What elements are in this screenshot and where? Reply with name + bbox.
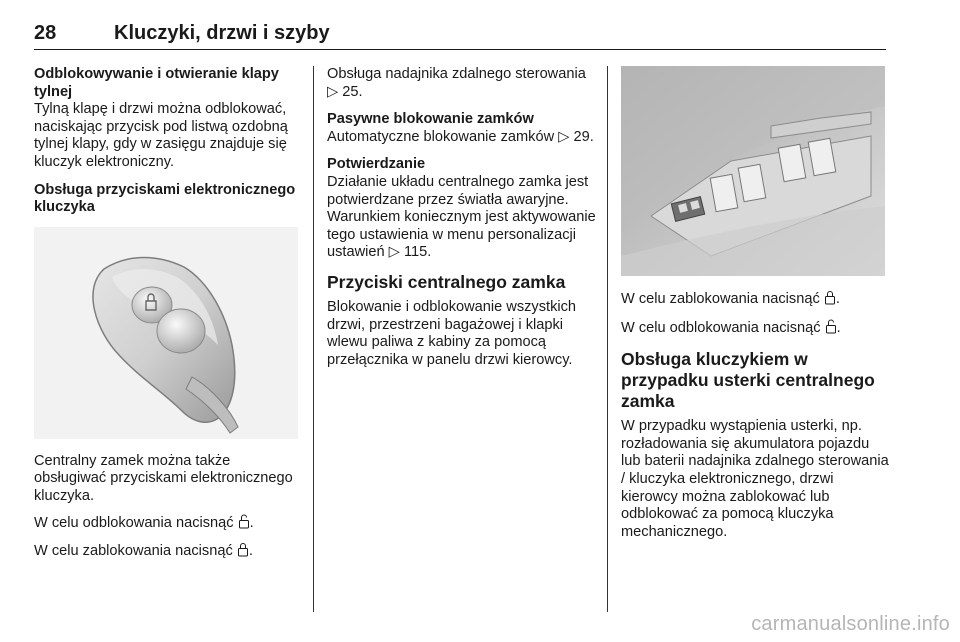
paragraph-remote-control: Obsługa nadajnika zdalnego sterowania ▷ 25. — [327, 66, 586, 100]
page-ref-arrow-icon: ▷ — [558, 128, 570, 145]
page-number: 28 — [34, 22, 57, 44]
key-fob-icon — [34, 227, 298, 439]
watermark: carmanualsonline.info — [751, 613, 950, 635]
page-title: Kluczyki, drzwi i szyby — [114, 22, 330, 44]
unlock-icon — [825, 319, 837, 340]
paragraph-key-failure: W przypadku wystąpienia usterki, np. rozładowania się akumulatora pojazdu lub baterii nadajnika zdalnego sterowania / kluczyka elektronicznego, drzwi kierowcy można zablokować lub odblokować za pomocą kluczyka mechanicznego. — [621, 418, 889, 540]
key-fob-illustration — [34, 227, 298, 439]
page-header — [34, 22, 886, 52]
lock-icon — [824, 290, 836, 311]
section-heading-passive-locking: Pasywne blokowanie zamków — [327, 111, 534, 128]
page-ref-arrow-icon: ▷ — [388, 244, 400, 261]
column-right — [621, 66, 889, 541]
paragraph-tailgate: Tylną klapę i drzwi można odblokować, naciskając przycisk pod listwą ozdobną tylnej klapy, gdy w zasięgu znajduje się kluczyk elektroniczny. — [34, 101, 288, 170]
paragraph-passive-locking: Automatyczne blokowanie zamków ▷ 29. — [327, 128, 594, 145]
lock-icon — [237, 542, 249, 563]
lock-instruction: W celu zablokowania nacisnąć . — [34, 542, 300, 563]
paragraph-central-lock-key: Centralny zamek można także obsługiwać przyciskami elektronicznego kluczyka. — [34, 452, 293, 504]
paragraph-confirmation: Działanie układu centralnego zamka jest potwierdzane przez światła awaryjne. Warunkiem koniecznym jest aktywowanie tego ustawienia w menu personalizacji ustawień ▷ 115. — [327, 173, 596, 261]
column-divider-right — [607, 66, 608, 612]
section-heading-tailgate: Odblokowywanie i otwieranie klapy tylnej — [34, 66, 279, 100]
unlock-instruction-door: W celu odblokowania nacisnąć . — [621, 319, 889, 340]
section-heading-key-buttons: Obsługa przyciskami elektronicznego kluczyka — [34, 181, 296, 216]
section-heading-key-failure: Obsługa kluczykiem w przypadku usterki centralnego zamka — [621, 349, 875, 412]
page-ref-arrow-icon: ▷ — [327, 83, 339, 100]
section-heading-confirmation: Potwierdzanie — [327, 156, 426, 173]
column-left — [34, 66, 300, 563]
lock-instruction-door: W celu zablokowania nacisnąć . — [621, 290, 889, 311]
door-panel-icon — [621, 66, 885, 276]
column-divider-left — [313, 66, 314, 612]
unlock-instruction: W celu odblokowania nacisnąć . — [34, 514, 300, 535]
header-divider — [34, 49, 886, 50]
unlock-icon — [238, 514, 250, 535]
section-heading-central-lock-buttons: Przyciski centralnego zamka — [327, 271, 566, 292]
column-middle — [327, 66, 599, 369]
door-switch-illustration — [621, 66, 885, 276]
paragraph-central-lock-buttons: Blokowanie i odblokowanie wszystkich drzwi, przestrzeni bagażowej i klapki wlewu paliwa z kabiny za pomocą przełącznika w panelu drzwi kierowcy. — [327, 298, 577, 368]
